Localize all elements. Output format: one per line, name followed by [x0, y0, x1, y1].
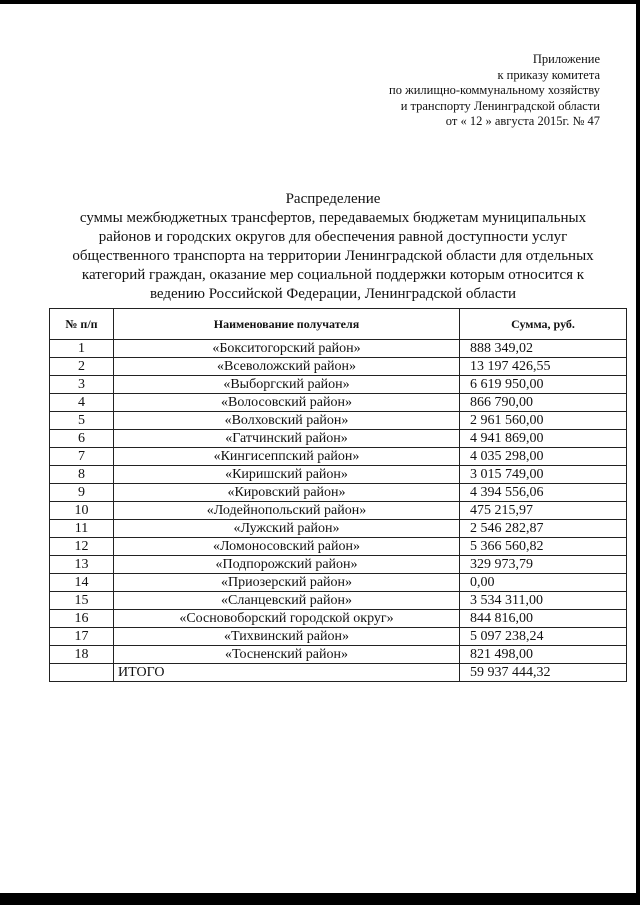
row-num: 7 [50, 448, 114, 466]
row-name: «Кировский район» [114, 484, 460, 502]
row-sum: 4 941 869,00 [460, 430, 627, 448]
row-name: «Приозерский район» [114, 574, 460, 592]
table-row [50, 592, 627, 610]
distribution-table [49, 308, 627, 682]
row-sum: 3 015 749,00 [460, 466, 627, 484]
row-num: 14 [50, 574, 114, 592]
total-row [50, 664, 627, 682]
table-row [50, 520, 627, 538]
row-num: 18 [50, 646, 114, 664]
scan-border-bottom [0, 893, 640, 905]
table-body [50, 340, 627, 664]
header-sum: Сумма, руб. [460, 309, 627, 340]
row-num: 1 [50, 340, 114, 358]
row-num: 8 [50, 466, 114, 484]
row-name: «Волосовский район» [114, 394, 460, 412]
row-sum: 5 366 560,82 [460, 538, 627, 556]
table-row [50, 394, 627, 412]
row-num: 4 [50, 394, 114, 412]
row-sum: 2 961 560,00 [460, 412, 627, 430]
table-row [50, 502, 627, 520]
table-row [50, 340, 627, 358]
row-num: 10 [50, 502, 114, 520]
table-row [50, 538, 627, 556]
scan-border-right [636, 0, 640, 905]
row-sum: 866 790,00 [460, 394, 627, 412]
row-num: 2 [50, 358, 114, 376]
row-num: 9 [50, 484, 114, 502]
row-name: «Тосненский район» [114, 646, 460, 664]
title-line: суммы межбюджетных трансфертов, передаваемых бюджетам муниципальных [79, 210, 587, 226]
header-num: № п/п [50, 309, 114, 340]
row-name: «Всеволожский район» [114, 358, 460, 376]
row-sum: 13 197 426,55 [460, 358, 627, 376]
total-label: ИТОГО [114, 664, 460, 682]
document-title [50, 190, 616, 304]
total-num-cell [50, 664, 114, 682]
title-line: общественного транспорта на территории Ленинградской области для отдельных [72, 248, 594, 264]
header-line: Приложение [532, 52, 600, 66]
row-num: 5 [50, 412, 114, 430]
title-line: ведению Российской Федерации, Ленинградской области [149, 286, 517, 302]
total-sum: 59 937 444,32 [460, 664, 627, 682]
appendix-header [389, 52, 600, 130]
row-name: «Ломоносовский район» [114, 538, 460, 556]
header-line: и транспорту Ленинградской области [400, 98, 600, 113]
table-header-row [50, 309, 627, 340]
row-name: «Сланцевский район» [114, 592, 460, 610]
row-sum: 5 097 238,24 [460, 628, 627, 646]
row-sum: 2 546 282,87 [460, 520, 627, 538]
row-num: 11 [50, 520, 114, 538]
row-name: «Киришский район» [114, 466, 460, 484]
row-sum: 475 215,97 [460, 502, 627, 520]
row-num: 16 [50, 610, 114, 628]
header-name: Наименование получателя [114, 309, 460, 340]
row-sum: 844 816,00 [460, 610, 627, 628]
row-sum: 888 349,02 [460, 340, 627, 358]
row-sum: 821 498,00 [460, 646, 627, 664]
table-row [50, 610, 627, 628]
row-name: «Бокситогорский район» [114, 340, 460, 358]
table-row [50, 574, 627, 592]
row-num: 17 [50, 628, 114, 646]
row-name: «Лодейнопольский район» [114, 502, 460, 520]
row-sum: 6 619 950,00 [460, 376, 627, 394]
row-name: «Волховский район» [114, 412, 460, 430]
table-row [50, 556, 627, 574]
row-name: «Сосновоборский городской округ» [114, 610, 460, 628]
table-row [50, 376, 627, 394]
row-num: 12 [50, 538, 114, 556]
row-num: 15 [50, 592, 114, 610]
table-row [50, 628, 627, 646]
row-num: 3 [50, 376, 114, 394]
row-num: 13 [50, 556, 114, 574]
scan-border-top [0, 0, 640, 4]
table-row [50, 484, 627, 502]
table-row [50, 448, 627, 466]
title-line: категорий граждан, оказание мер социальной поддержки которым относится к [81, 267, 585, 283]
title-line: районов и городских округов для обеспечения равной доступности услуг [98, 229, 568, 245]
header-line: от « 12 » августа 2015г. № 47 [445, 114, 600, 128]
title-main: Распределение [285, 191, 381, 207]
row-sum: 3 534 311,00 [460, 592, 627, 610]
row-name: «Подпорожский район» [114, 556, 460, 574]
row-sum: 4 035 298,00 [460, 448, 627, 466]
table-row [50, 412, 627, 430]
row-name: «Лужский район» [114, 520, 460, 538]
row-name: «Кингисеппский район» [114, 448, 460, 466]
row-name: «Выборгский район» [114, 376, 460, 394]
table-row [50, 646, 627, 664]
header-line: к приказу комитета [497, 67, 600, 82]
row-sum: 0,00 [460, 574, 627, 592]
row-sum: 329 973,79 [460, 556, 627, 574]
row-name: «Гатчинский район» [114, 430, 460, 448]
row-name: «Тихвинский район» [114, 628, 460, 646]
row-num: 6 [50, 430, 114, 448]
table-row [50, 358, 627, 376]
row-sum: 4 394 556,06 [460, 484, 627, 502]
table-row [50, 430, 627, 448]
header-line: по жилищно-коммунальному хозяйству [389, 83, 600, 97]
table-row [50, 466, 627, 484]
